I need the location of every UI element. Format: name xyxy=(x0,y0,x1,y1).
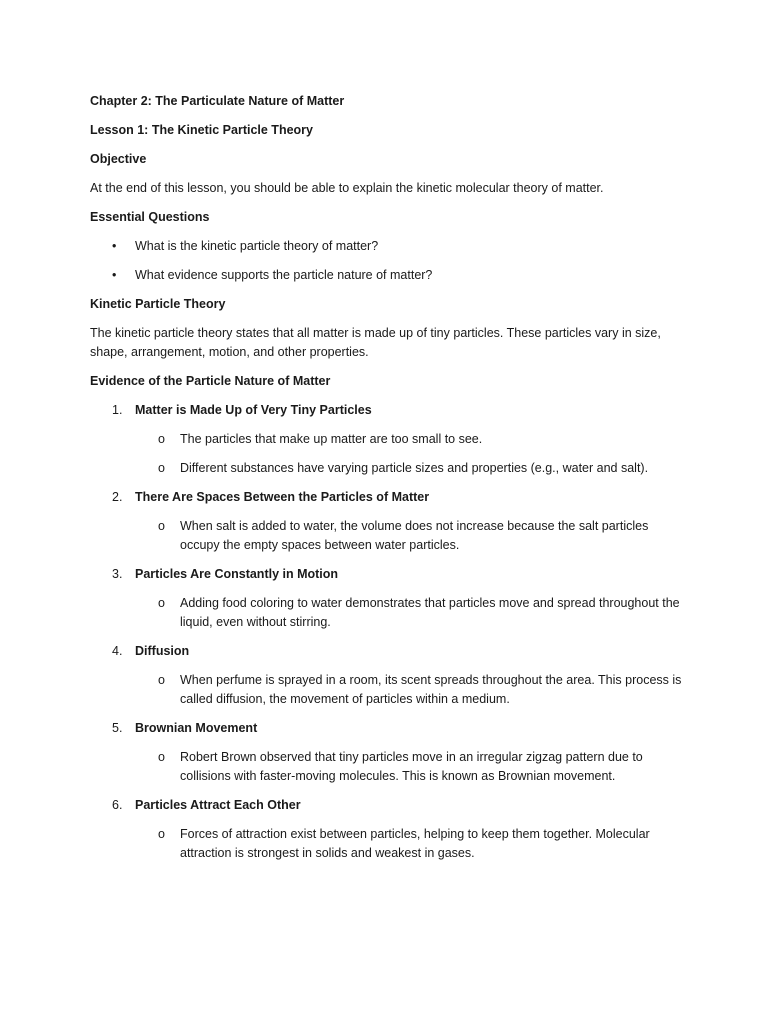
sub-bullet-icon: o xyxy=(158,750,165,764)
list-item xyxy=(90,237,690,256)
evidence-list xyxy=(90,401,690,863)
evidence-point-text: Different substances have varying particle sizes and properties (e.g., water and salt). xyxy=(180,461,649,475)
evidence-item xyxy=(90,719,690,786)
evidence-title-row xyxy=(90,796,690,815)
list-item xyxy=(90,594,690,632)
evidence-points-list xyxy=(90,517,690,555)
kinetic-theory-text: The kinetic particle theory states that all matter is made up of tiny particles. These particles vary in size, shape, arrangement, motion, and other properties. xyxy=(90,326,661,359)
sub-bullet-icon: o xyxy=(158,827,165,841)
list-item xyxy=(90,748,690,786)
sub-bullet-icon: o xyxy=(158,673,165,687)
evidence-point-text: When salt is added to water, the volume does not increase because the salt particles occupy the empty spaces between water particles. xyxy=(180,519,649,552)
evidence-number: 1. xyxy=(112,403,123,417)
sub-bullet-icon: o xyxy=(158,461,165,475)
evidence-point-text: When perfume is sprayed in a room, its scent spreads throughout the area. This process is called diffusion, the movement of particles within a medium. xyxy=(180,673,682,706)
evidence-point-text: Forces of attraction exist between particles, helping to keep them together. Molecular attraction is strongest in solids and weakest in gases. xyxy=(180,827,650,860)
lesson-title: Lesson 1: The Kinetic Particle Theory xyxy=(90,123,313,137)
kinetic-theory-heading: Kinetic Particle Theory xyxy=(90,297,226,311)
evidence-item xyxy=(90,401,690,478)
evidence-item xyxy=(90,642,690,709)
list-item xyxy=(90,517,690,555)
evidence-title: Brownian Movement xyxy=(135,721,258,735)
evidence-title-row xyxy=(90,401,690,420)
sub-bullet-icon: o xyxy=(158,519,165,533)
evidence-item xyxy=(90,796,690,863)
sub-bullet-icon: o xyxy=(158,432,165,446)
question-text: What is the kinetic particle theory of matter? xyxy=(135,239,379,253)
evidence-item xyxy=(90,488,690,555)
evidence-number: 6. xyxy=(112,798,123,812)
objective-heading: Objective xyxy=(90,152,147,166)
sub-bullet-icon: o xyxy=(158,596,165,610)
evidence-points-list xyxy=(90,748,690,786)
evidence-number: 3. xyxy=(112,567,123,581)
chapter-title: Chapter 2: The Particulate Nature of Matter xyxy=(90,94,345,108)
evidence-number: 5. xyxy=(112,721,123,735)
evidence-item xyxy=(90,565,690,632)
evidence-title-row xyxy=(90,642,690,661)
evidence-number: 2. xyxy=(112,490,123,504)
evidence-point-text: Adding food coloring to water demonstrates that particles move and spread throughout the liquid, even without stirring. xyxy=(180,596,680,629)
bullet-icon: • xyxy=(112,268,117,282)
evidence-title: Particles Attract Each Other xyxy=(135,798,301,812)
evidence-points-list xyxy=(90,430,690,478)
evidence-heading: Evidence of the Particle Nature of Matter xyxy=(90,374,331,388)
evidence-point-text: Robert Brown observed that tiny particles move in an irregular zigzag pattern due to collisions with faster-moving molecules. This is known as Brownian movement. xyxy=(180,750,643,783)
evidence-title: There Are Spaces Between the Particles of Matter xyxy=(135,490,430,504)
evidence-points-list xyxy=(90,671,690,709)
question-text: What evidence supports the particle nature of matter? xyxy=(135,268,433,282)
evidence-title: Diffusion xyxy=(135,644,190,658)
evidence-title-row xyxy=(90,719,690,738)
essential-questions-heading: Essential Questions xyxy=(90,210,210,224)
list-item xyxy=(90,825,690,863)
evidence-title-row xyxy=(90,565,690,584)
list-item xyxy=(90,266,690,285)
evidence-title: Particles Are Constantly in Motion xyxy=(135,567,339,581)
evidence-number: 4. xyxy=(112,644,123,658)
evidence-title-row xyxy=(90,488,690,507)
document-page xyxy=(90,92,690,873)
list-item xyxy=(90,430,690,449)
list-item xyxy=(90,671,690,709)
list-item xyxy=(90,459,690,478)
evidence-title: Matter is Made Up of Very Tiny Particles xyxy=(135,403,372,417)
bullet-icon: • xyxy=(112,239,117,253)
evidence-points-list xyxy=(90,825,690,863)
objective-text: At the end of this lesson, you should be able to explain the kinetic molecular theory of matter. xyxy=(90,181,604,195)
evidence-points-list xyxy=(90,594,690,632)
essential-questions-list xyxy=(90,237,690,285)
evidence-point-text: The particles that make up matter are too small to see. xyxy=(180,432,483,446)
